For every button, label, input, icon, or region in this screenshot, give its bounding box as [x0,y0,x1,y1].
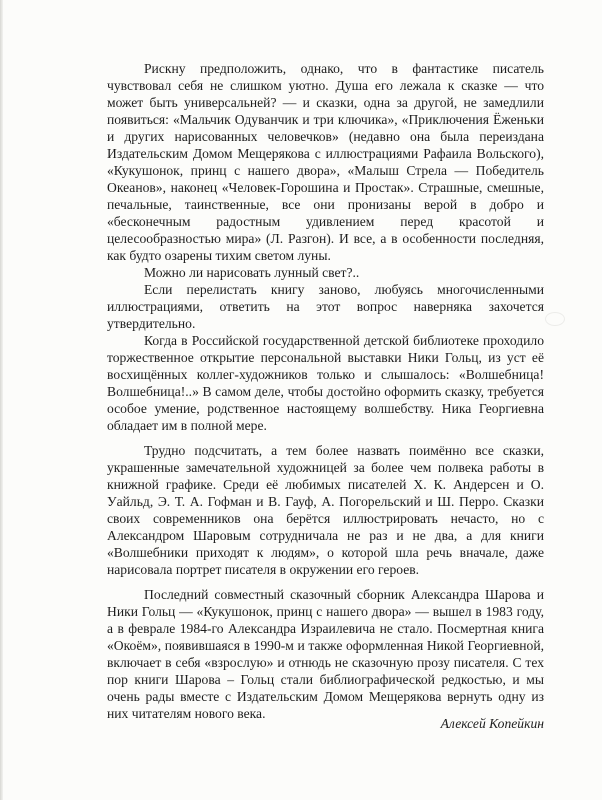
paragraph-favorite-writers: Трудно подсчитать, а тем более назвать поимённо все сказки, украшенные замечательной художницей за более чем полвека работы в книжной графике. Среди её любимых писателей Х. К. Андерсен и О. Уайльд, Э. Т. А. Гофман и В. Гауф, А. Погорельский и Ш. Перро. Сказки своих современников она берётся иллюстрировать нечасто, но с Александром Шаровым сотрудничала не раз и не два, а для книги «Волшебники приходят к людям», о которой шла речь вначале, даже нарисовала портрет писателя в окружении его героев. [107,443,544,577]
paper-stain [545,312,565,326]
page-edge-shadow [0,0,3,800]
paragraph-fantasy-and-tales: Рискну предположить, однако, что в фантастике писатель чувствовал себя не слишком уютно. Душа его лежала к сказке — что может быть универсальней? — и сказки, одна за другой, не замедлили появиться: «Мальчик Одуванчик и три ключика», «Приключения Ёженьки и других нарисованных человечков» (недавно она была переиздана Издательским Домом Мещерякова с иллюстрациями Рафаила Вольского), «Кукушонок, принц с нашего двора», «Малыш Стрела — Победитель Океанов», наконец «Человек-Горошина и Простак». Страшные, смешные, печальные, таинственные, все они пронизаны верой в добро и «бесконечным радостным удивлением перед красотой и целесообразностью мира» (Л. Разгон). И все, а в особенности последняя, как будто озарены тихим светом луны. [107,61,544,263]
author-signature: Алексей Копейкин [440,716,544,731]
paragraph-last-collection: Последний совместный сказочный сборник Александра Шарова и Ники Гольц — «Кукушонок, принц с нашего двора» — вышел в 1983 году, а в феврале 1984-го Александра Израилевича не стало. Посмертная книга «Окоём», появившаяся в 1990-м и также оформленная Никой Георгиевной, включает в себя «взрослую» и отнюдь не сказочную прозу писателя. С тех пор книги Шарова – Гольц стали библиографической редкостью, и мы очень рады вместе с Издательским Домом Мещерякова вернуть одну из них читателям нового века. [107,587,544,721]
article-body [107,60,544,722]
paragraph-exhibition: Когда в Российской государственной детской библиотеке проходило торжественное открытие персональной выставки Ники Гольц, из уст её восхищённых коллег-художников только и слышалось: «Волшебница! Волшебница!..» В самом деле, чтобы достойно оформить сказку, требуется особое умение, родственное настоящему волшебству. Ника Георгиевна обладает им в полной мере. [107,333,544,433]
paragraph-moonlight-question: Можно ли нарисовать лунный свет?.. [144,265,360,280]
paragraph-illustrations-answer: Если перелистать книгу заново, любуясь многочисленными иллюстрациями, ответить на этот вопрос наверняка захочется утвердительно. [107,282,544,331]
